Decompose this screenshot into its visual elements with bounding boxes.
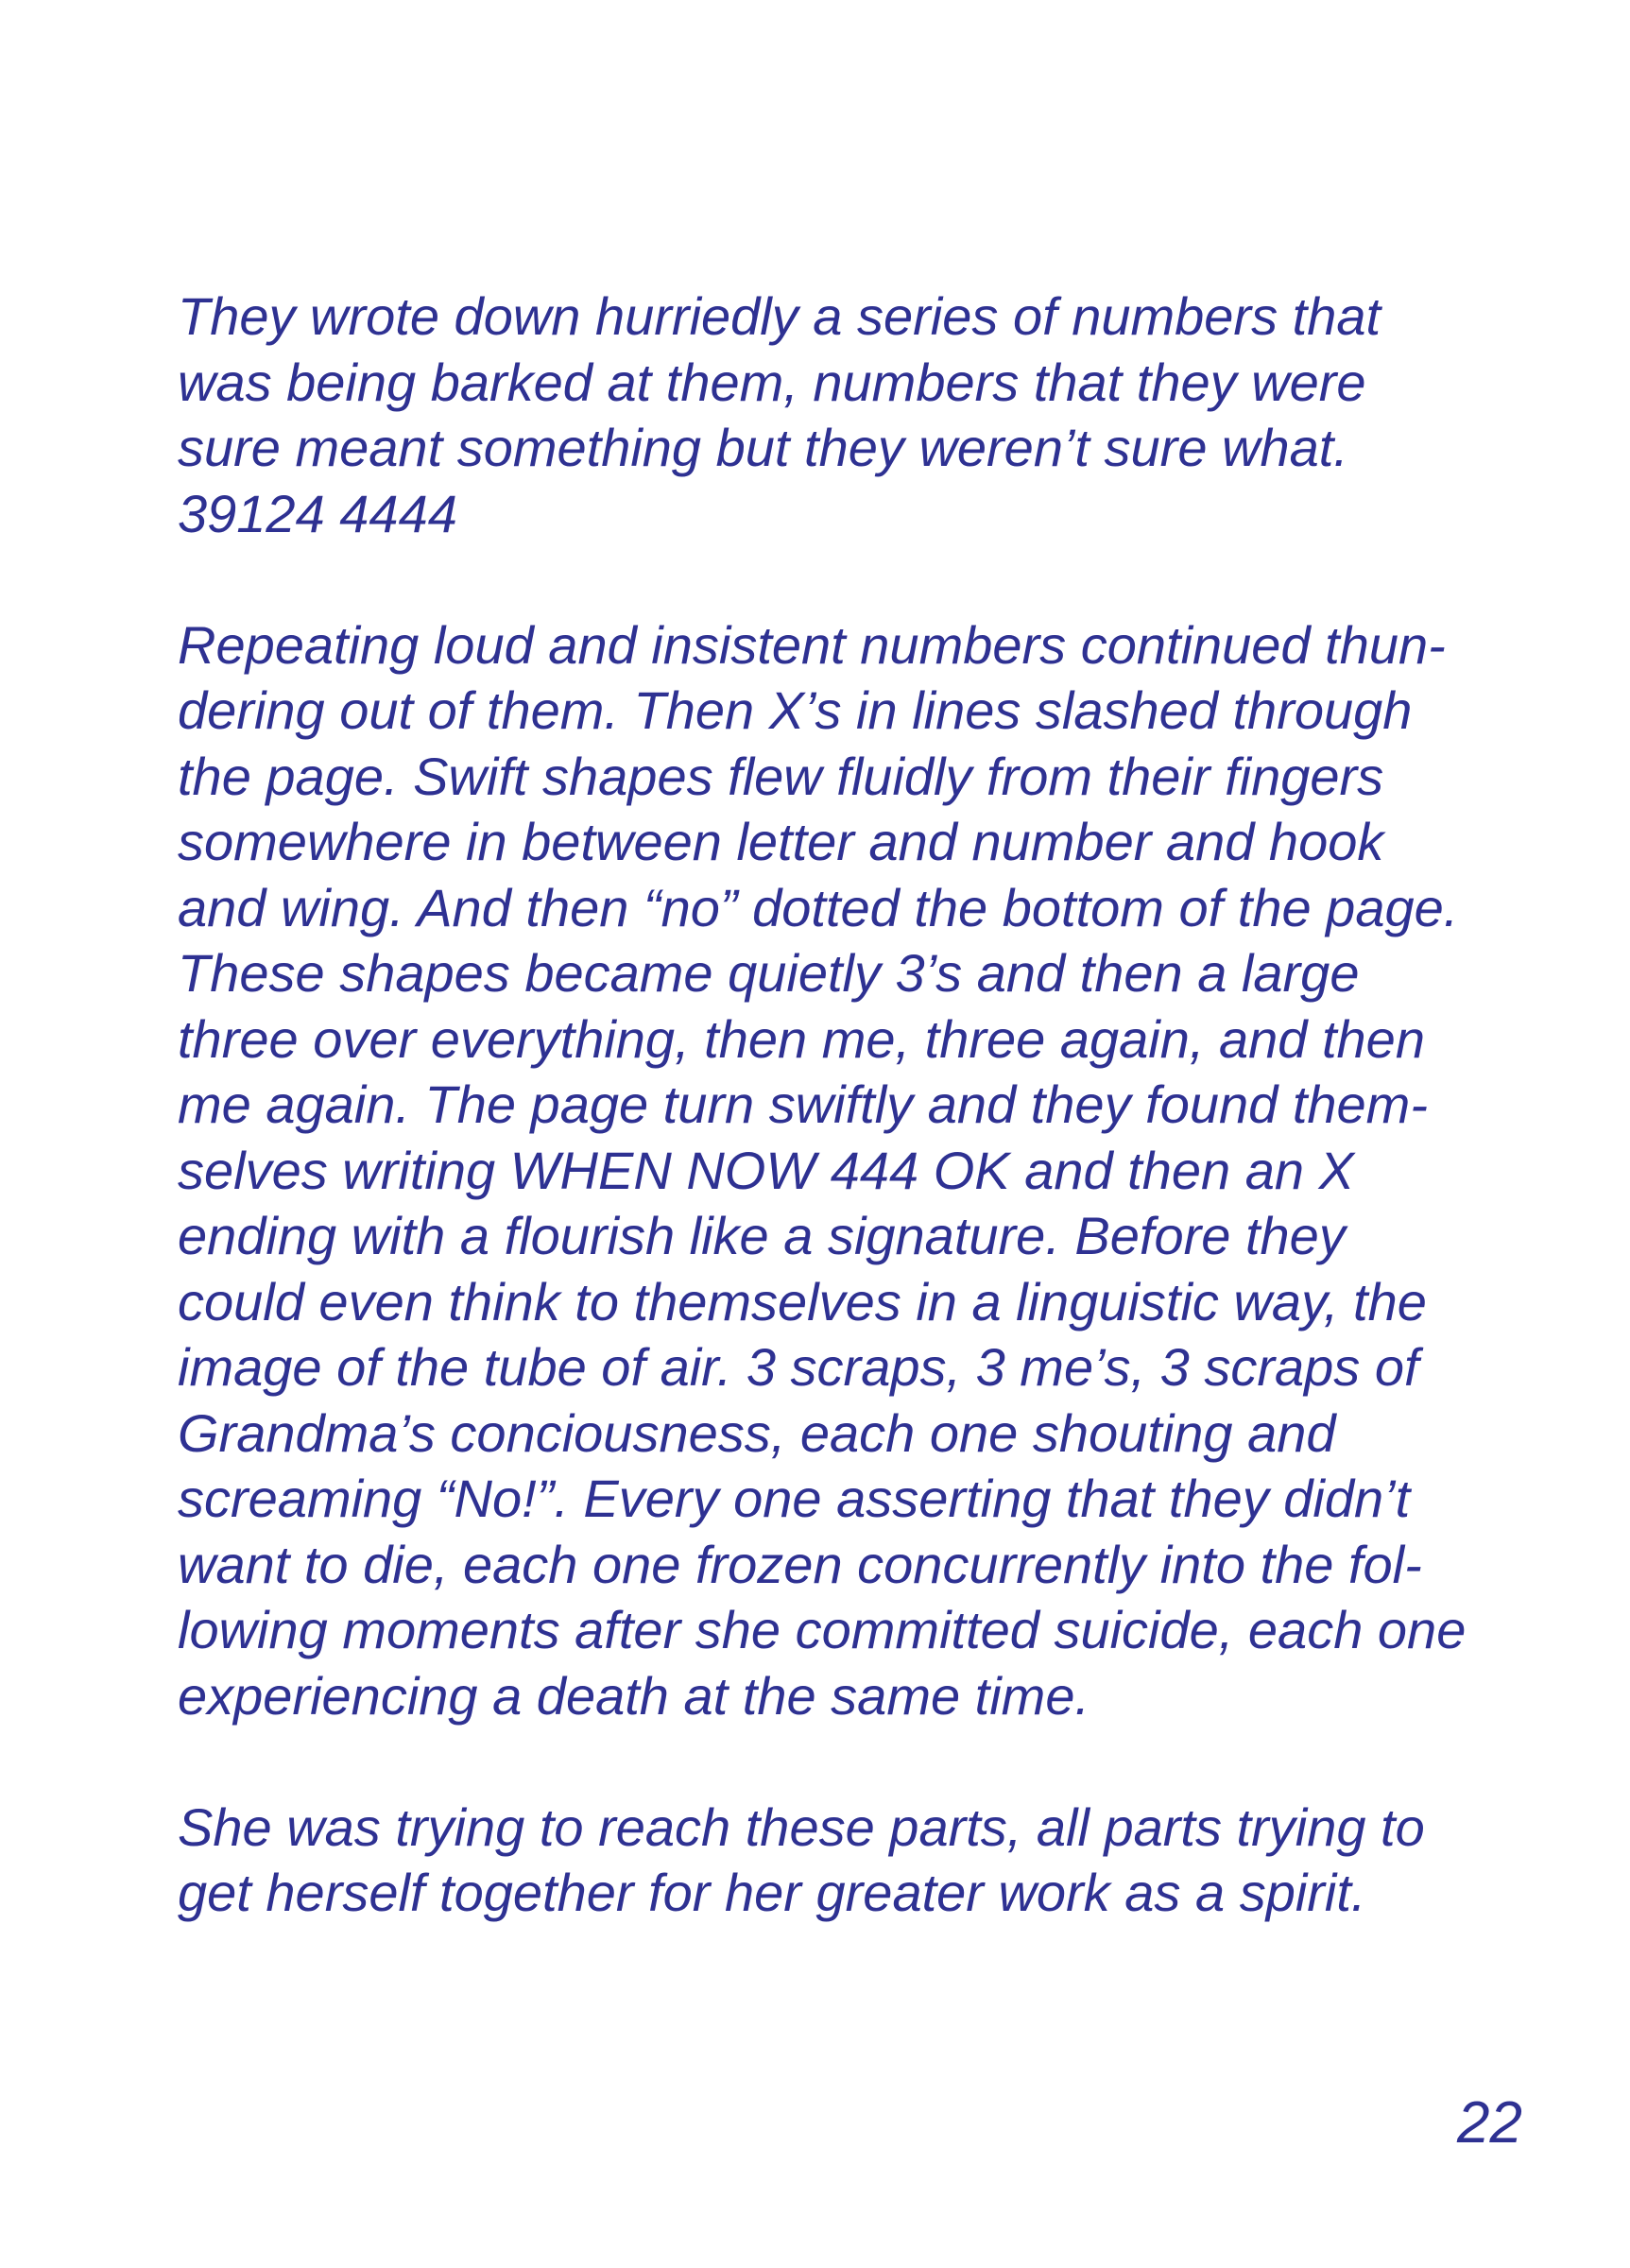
text-line: and wing. And then “no” dotted the bottom of the page. <box>178 877 1459 937</box>
text-line: Grandma’s conciousness, each one shouting and <box>178 1402 1336 1463</box>
text-line: sure meant something but they weren’t sure what. <box>178 418 1348 477</box>
paragraph-gap <box>178 1728 1538 1795</box>
text-line: dering out of them. Then X’s in lines slashed through <box>178 680 1413 740</box>
text-line: image of the tube of air. 3 scraps, 3 me’s, 3 scraps of <box>178 1337 1419 1397</box>
text-line: selves writing WHEN NOW 444 OK and then an X <box>178 1140 1354 1200</box>
paragraph-3 <box>178 1795 1538 1926</box>
text-line: lowing moments after she committed suicide, each one <box>178 1600 1467 1659</box>
text-line: was being barked at them, numbers that they were <box>178 352 1366 412</box>
paragraph-1 <box>178 284 1538 546</box>
text-line: could even think to themselves in a linguistic way, the <box>178 1271 1427 1332</box>
text-line: screaming “No!”. Every one asserting that they didn’t <box>178 1469 1411 1528</box>
text-line: want to die, each one frozen concurrently into the fol- <box>178 1534 1422 1594</box>
paragraph-gap <box>178 546 1538 612</box>
paragraph-2 <box>178 612 1538 1729</box>
text-line: ending with a flourish like a signature. Before they <box>178 1206 1346 1265</box>
text-line: She was trying to reach these parts, all parts trying to <box>178 1796 1425 1857</box>
text-line: me again. The page turn swiftly and they found them- <box>178 1074 1428 1134</box>
text-line: They wrote down hurriedly a series of numbers that <box>178 286 1381 346</box>
text-line: Repeating loud and insistent numbers continued thun- <box>178 614 1446 675</box>
text-line: 39124 4444 <box>178 483 457 543</box>
body-text <box>178 284 1538 1926</box>
page-number: 22 <box>1457 2090 1522 2156</box>
text-line: the page. Swift shapes flew fluidly from their fingers <box>178 746 1384 806</box>
text-line: three over everything, then me, three again, and then <box>178 1008 1425 1069</box>
text-line: These shapes became quietly 3’s and then a large <box>178 943 1360 1003</box>
text-line: get herself together for her greater work as a spirit. <box>178 1863 1366 1922</box>
text-line: experiencing a death at the same time. <box>178 1665 1090 1726</box>
text-line: somewhere in between letter and number and hook <box>178 812 1384 871</box>
